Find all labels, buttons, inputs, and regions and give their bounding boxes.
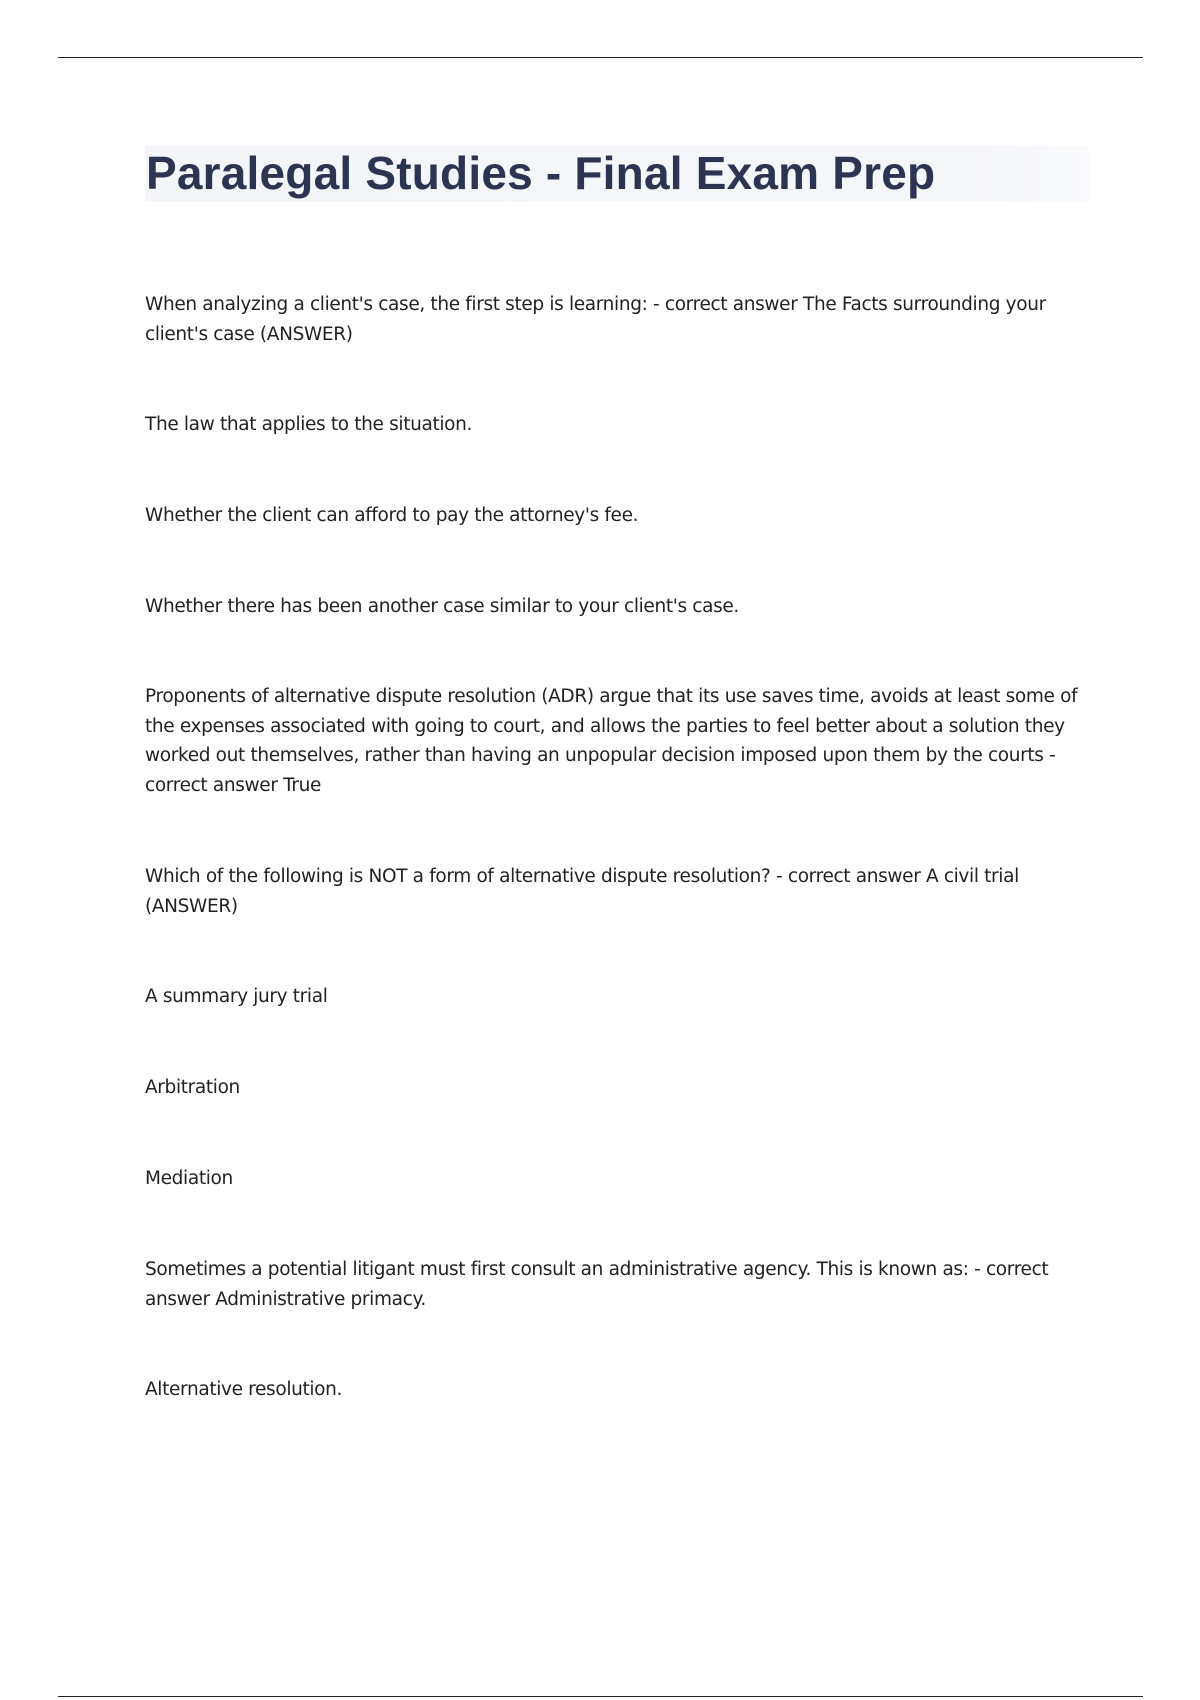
question-analyzing-case: When analyzing a client's case, the first step is learning: - correct answer The Facts surrounding your client's case (ANSWER) <box>145 294 1046 345</box>
question-administrative-agency: Sometimes a potential litigant must first consult an administrative agency. This is known as: - correct answer Administrative primacy. <box>145 1259 1049 1310</box>
document-title: Paralegal Studies - Final Exam Prep <box>146 147 936 199</box>
option-alternative-resolution: Alternative resolution. <box>145 1379 343 1400</box>
option-arbitration: Arbitration <box>145 1077 240 1098</box>
option-mediation: Mediation <box>145 1168 233 1189</box>
question-adr-proponents: Proponents of alternative dispute resolution (ADR) argue that its use saves time, avoids at least some of the expenses associated with going to court, and allows the parties to feel better about a solution they worked out themselves, rather than having an unpopular decision imposed upon them by the courts - correct answer True <box>145 686 1078 796</box>
option-client-fee: Whether the client can afford to pay the attorney's fee. <box>145 505 639 526</box>
header-rule <box>58 57 1143 58</box>
option-summary-jury-trial: A summary jury trial <box>145 986 328 1007</box>
footer-rule <box>58 1696 1143 1697</box>
option-law-applies: The law that applies to the situation. <box>145 414 473 435</box>
option-similar-case: Whether there has been another case similar to your client's case. <box>145 596 739 617</box>
question-not-adr: Which of the following is NOT a form of alternative dispute resolution? - correct answer A civil trial (ANSWER) <box>145 866 1019 917</box>
